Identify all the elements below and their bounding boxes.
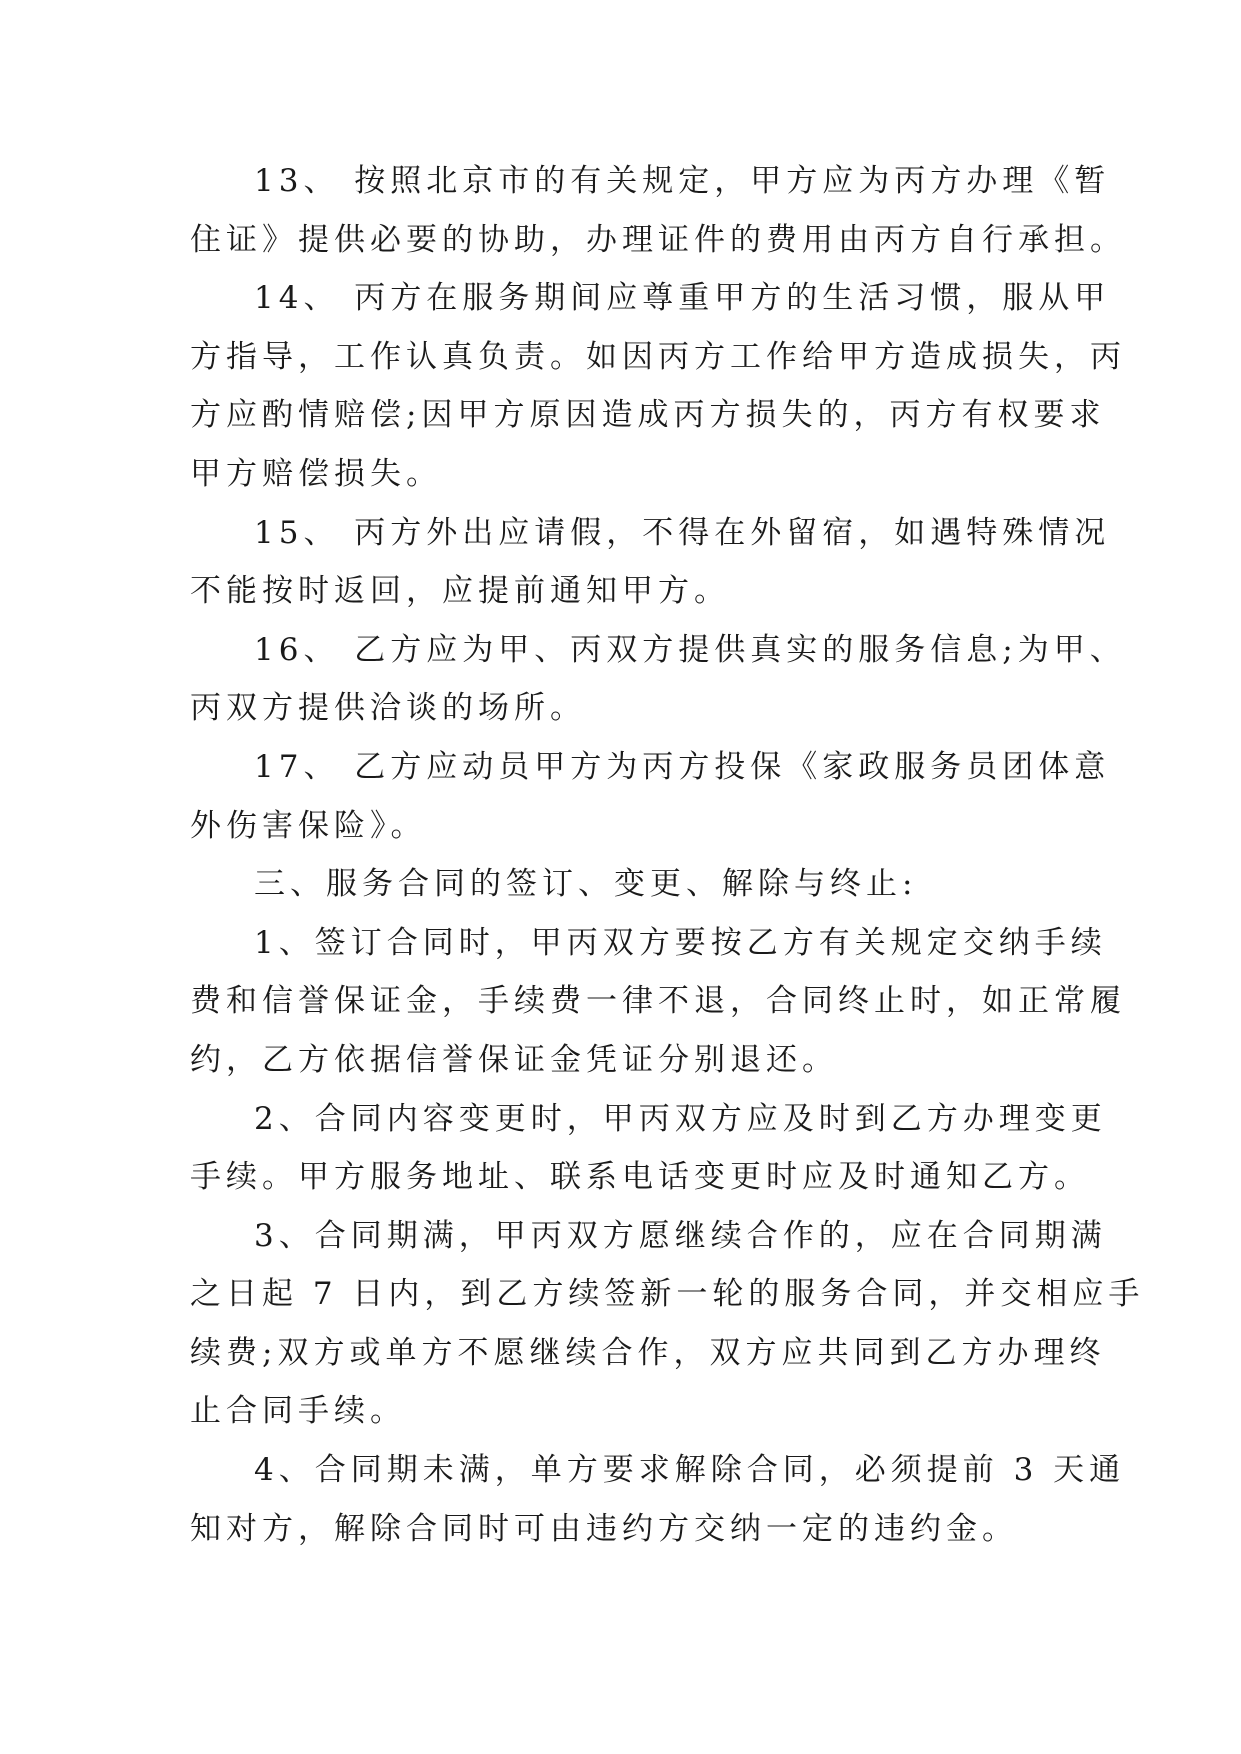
paragraph-line: 14、 丙方在服务期间应尊重甲方的生活习惯，服从甲 bbox=[254, 280, 1111, 317]
paragraph-line: 约，乙方依据信誉保证金凭证分别退还。 bbox=[190, 1041, 838, 1078]
paragraph-line: 外伤害保险》。 bbox=[190, 807, 427, 844]
clause-15 bbox=[190, 504, 1111, 621]
paragraph-line: 16、 乙方应为甲、丙双方提供真实的服务信息;为甲、 bbox=[254, 631, 1126, 668]
paragraph-line: 15、 丙方外出应请假，不得在外留宿，如遇特殊情况 bbox=[254, 514, 1111, 551]
document-page bbox=[190, 152, 1145, 1558]
paragraph-line: 17、 乙方应动员甲方为丙方投保《家政服务员团体意 bbox=[254, 748, 1111, 785]
clause-14 bbox=[190, 269, 1126, 503]
paragraph-line: 方指导，工作认真负责。如因丙方工作给甲方造成损失，丙 bbox=[190, 338, 1126, 375]
section-title: 三、服务合同的签订、变更、解除与终止: bbox=[254, 866, 918, 903]
clause-13 bbox=[190, 152, 1126, 269]
paragraph-line: 住证》提供必要的协助，办理证件的费用由丙方自行承担。 bbox=[190, 221, 1126, 258]
paragraph-line: 4、合同期未满，单方要求解除合同，必须提前 3 天通 bbox=[254, 1452, 1126, 1489]
paragraph-line: 知对方，解除合同时可由违约方交纳一定的违约金。 bbox=[190, 1510, 1018, 1547]
paragraph-line: 续费;双方或单方不愿继续合作，双方应共同到乙方办理终 bbox=[190, 1334, 1106, 1371]
paragraph-line: 2、合同内容变更时，甲丙双方应及时到乙方办理变更 bbox=[254, 1100, 1107, 1137]
paragraph-line: 方应酌情赔偿;因甲方原因造成丙方损失的，丙方有权要求 bbox=[190, 397, 1106, 434]
paragraph-line: 止合同手续。 bbox=[190, 1393, 406, 1430]
section-heading bbox=[190, 855, 1090, 914]
paragraph-line: 手续。甲方服务地址、联系电话变更时应及时通知乙方。 bbox=[190, 1159, 1090, 1196]
section-item-4 bbox=[190, 1441, 1126, 1558]
clause-16 bbox=[190, 621, 1126, 738]
section-item-3 bbox=[190, 1207, 1145, 1441]
paragraph-line: 1、签订合同时，甲丙双方要按乙方有关规定交纳手续 bbox=[254, 924, 1107, 961]
section-item-1 bbox=[190, 914, 1126, 1090]
paragraph-line: 之日起 7 日内，到乙方续签新一轮的服务合同，并交相应手 bbox=[190, 1276, 1145, 1313]
paragraph-line: 丙双方提供洽谈的场所。 bbox=[190, 690, 586, 727]
paragraph-line: 费和信誉保证金，手续费一律不退，合同终止时，如正常履 bbox=[190, 983, 1126, 1020]
paragraph-line: 3、合同期满，甲丙双方愿继续合作的，应在合同期满 bbox=[254, 1217, 1107, 1254]
paragraph-line: 13、 按照北京市的有关规定，甲方应为丙方办理《暂 bbox=[254, 163, 1111, 199]
clause-17 bbox=[190, 738, 1111, 855]
paragraph-line: 甲方赔偿损失。 bbox=[190, 455, 442, 492]
section-item-2 bbox=[190, 1090, 1107, 1207]
paragraph-line: 不能按时返回，应提前通知甲方。 bbox=[190, 573, 730, 610]
